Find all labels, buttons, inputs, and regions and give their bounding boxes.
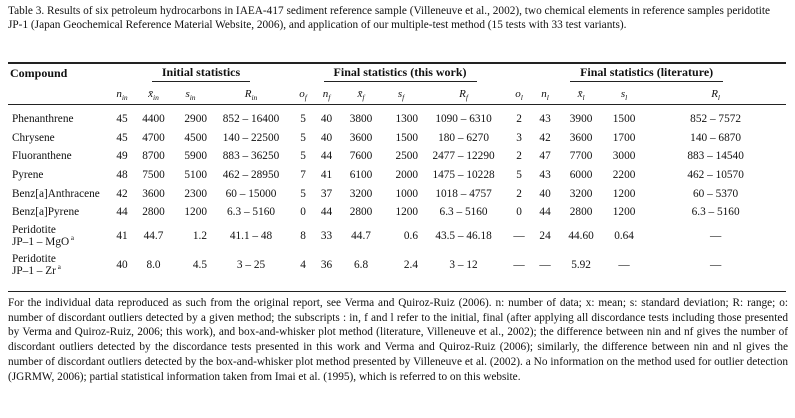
subheader-symbol: o bbox=[299, 88, 305, 100]
table-cell: 37 bbox=[320, 187, 333, 200]
notes-text: For the individual data reproduced as such from the original report, see Verma and Quiroz-Ruiz (2006). n: number of data; x: mean; s: standard deviation; R: range; o: number of discordant outliers detected by a given method; the subscripts : in, f and l refer to the initial, final (after applying all discordance tests including those presented by Verma and Quiroz-Ruiz, 2006; this work), and box-and-whisker plot method (literature, Villeneuve et al., 2002); the difference between nin and nf gives the number of discordant outliers detected by the discordance tests presented in this work and Verma and Quiroz-Ruiz (2006); similarly, the difference between nin and nl gives the number of discordant outliers detected by the box-and-whisker plot method presented by Villeneuve et al. (2002). a No information on the method used for outlier detection (JGRMW, 2006); partial statistical information taken from Imai et al. (1995), which is referred to on this website. bbox=[8, 297, 788, 383]
table-cell: 0 bbox=[516, 206, 522, 219]
subheader-symbol: n bbox=[322, 88, 329, 100]
table-cell: 462 – 10570 bbox=[687, 169, 744, 182]
table-cell: 47 bbox=[539, 150, 551, 163]
subheader-subscript: f bbox=[402, 93, 405, 103]
table-row bbox=[8, 203, 786, 222]
table-row bbox=[8, 105, 786, 129]
table-cell: 6000 bbox=[569, 169, 593, 182]
table-cell: 5100 bbox=[184, 169, 207, 182]
subheader-subscript: f bbox=[328, 93, 331, 103]
table-cell: 0.64 bbox=[614, 230, 634, 243]
subheader-symbol: R bbox=[711, 88, 718, 100]
table-cell: 2800 bbox=[569, 206, 593, 219]
table-cell: 8700 bbox=[142, 150, 165, 163]
subheader-subscript: l bbox=[546, 93, 549, 103]
table-cell: 24 bbox=[539, 230, 551, 243]
table-cell: 5 bbox=[300, 113, 306, 126]
compound-name bbox=[8, 251, 109, 280]
table-cell: 60 – 15000 bbox=[225, 187, 277, 200]
subheader-n-f-5 bbox=[313, 83, 340, 105]
table-cell: 44 bbox=[320, 206, 333, 219]
table-cell: — bbox=[513, 259, 525, 272]
table-cell: 60 – 5370 bbox=[693, 187, 739, 200]
subheader-symbol: x̄ bbox=[357, 88, 363, 100]
table-cell: 5 bbox=[300, 187, 306, 200]
table-cell: 1200 bbox=[612, 206, 636, 219]
table-cell: 44.7 bbox=[351, 230, 371, 243]
table-cell: 4.5 bbox=[192, 259, 207, 272]
subheader-subscript: in bbox=[153, 93, 159, 103]
table-cell: 5 bbox=[300, 131, 306, 144]
compound-name: Phenanthrene bbox=[12, 113, 74, 126]
subheader-n-in-0 bbox=[109, 83, 135, 105]
table-cell: 7700 bbox=[569, 150, 593, 163]
table-cell: 3600 bbox=[569, 131, 593, 144]
table-cell: 45 bbox=[116, 131, 128, 144]
table-cell: — bbox=[709, 259, 722, 272]
table-cell: 42 bbox=[116, 187, 128, 200]
table-cell: 1018 – 4757 bbox=[435, 187, 492, 200]
table-cell: 2 bbox=[516, 113, 522, 126]
table-row bbox=[8, 147, 786, 166]
table-row bbox=[8, 222, 786, 251]
table-row bbox=[8, 251, 786, 280]
subheader-subscript: f bbox=[465, 93, 468, 103]
subheader-subscript: l bbox=[717, 93, 721, 103]
table-cell: 1475 – 10228 bbox=[432, 169, 495, 182]
subheader-symbol: n bbox=[541, 88, 547, 100]
table-cell: 852 – 7572 bbox=[690, 113, 742, 126]
table-cell: 6.8 bbox=[353, 259, 369, 272]
subheader-symbol: n bbox=[116, 88, 122, 100]
table-cell: 1200 bbox=[612, 187, 636, 200]
table-cell: 1500 bbox=[395, 131, 419, 144]
subheader-s-l-12 bbox=[603, 83, 645, 105]
table-cell: 2.4 bbox=[403, 259, 419, 272]
compound-name bbox=[8, 222, 109, 251]
subheader-s-in-2 bbox=[172, 83, 209, 105]
table-cell: 44 bbox=[116, 206, 128, 219]
subheader-o-f-4 bbox=[293, 83, 313, 105]
table-cell: 3600 bbox=[349, 131, 373, 144]
table-cell: 3000 bbox=[612, 150, 636, 163]
subheader-subscript: l bbox=[520, 93, 523, 103]
table-cell: 2800 bbox=[142, 206, 165, 219]
table-cell: 3200 bbox=[349, 187, 373, 200]
table-cell: 883 – 14540 bbox=[687, 150, 744, 163]
subheader-subscript: l bbox=[625, 93, 628, 103]
subheader-xx-f-6 bbox=[340, 83, 382, 105]
table-cell: 1300 bbox=[395, 113, 419, 126]
subheader-xx-l-11 bbox=[559, 83, 603, 105]
subheader-row bbox=[8, 83, 786, 105]
subheader-symbol: R bbox=[244, 88, 252, 100]
compound-name: Fluoranthene bbox=[12, 150, 72, 163]
table-cell: 1200 bbox=[184, 206, 207, 219]
table-cell: 8 bbox=[300, 230, 306, 243]
header-rule bbox=[8, 104, 786, 105]
table-caption: Table 3. Results of six petroleum hydrocarbons in IAEA-417 sediment reference sample (Villeneuve et al., 2002), two chemical elements in reference samples peridotite JP-1 (Japan Geochemical Reference Material Website, 2006), and application of our multiple-test method (15 tests with 33 test variants). bbox=[8, 5, 771, 31]
table-cell: 3800 bbox=[349, 113, 373, 126]
footnote-mark: a bbox=[69, 234, 74, 243]
table-cell: 1.2 bbox=[192, 230, 207, 243]
compound-name: Chrysene bbox=[12, 131, 55, 144]
bottom-rule bbox=[8, 291, 786, 292]
table-cell: 40 bbox=[320, 113, 333, 126]
table-cell: 883 – 36250 bbox=[222, 150, 280, 163]
table-cell: 48 bbox=[116, 169, 128, 182]
table-row bbox=[8, 184, 786, 203]
table-cell: 44 bbox=[320, 150, 333, 163]
compound-header: Compound bbox=[10, 66, 68, 80]
table-cell: 1000 bbox=[395, 187, 419, 200]
table-cell: — bbox=[709, 230, 722, 243]
table-cell: 140 – 6870 bbox=[690, 131, 742, 144]
table-cell: 8.0 bbox=[146, 259, 161, 272]
table-cell: 4700 bbox=[142, 131, 165, 144]
table-cell: 0.6 bbox=[403, 230, 419, 243]
subheader-symbol: s bbox=[397, 88, 403, 100]
final-work-header: Final statistics (this work) bbox=[324, 65, 477, 82]
table-cell: 36 bbox=[320, 259, 333, 272]
table-cell: 2 bbox=[516, 187, 522, 200]
sample-name-line1: Peridotite bbox=[12, 224, 56, 237]
table-cell: — bbox=[539, 259, 551, 272]
table-cell: 43 bbox=[539, 169, 551, 182]
table-cell: 1200 bbox=[395, 206, 419, 219]
subheader-n-l-10 bbox=[531, 83, 559, 105]
table-cell: 1090 – 6310 bbox=[435, 113, 492, 126]
table-cell: 40 bbox=[116, 259, 128, 272]
sample-name-line2: JP–1 – Zr bbox=[12, 265, 56, 278]
table-body bbox=[8, 105, 786, 280]
table-cell: 6.3 – 5160 bbox=[691, 206, 740, 219]
subheader-R-in-3 bbox=[209, 83, 293, 105]
subheader-symbol: R bbox=[459, 88, 466, 100]
table-cell: 44.60 bbox=[568, 230, 594, 243]
table-row bbox=[8, 166, 786, 185]
table-cell: 4400 bbox=[142, 113, 165, 126]
table-cell: 33 bbox=[320, 230, 333, 243]
table-cell: 2500 bbox=[395, 150, 419, 163]
subheader-subscript: in bbox=[121, 93, 128, 103]
footnote-mark: a bbox=[55, 263, 61, 272]
table-cell: 6.3 – 5160 bbox=[439, 206, 488, 219]
table-cell: 0 bbox=[300, 206, 306, 219]
table-cell: 2477 – 12290 bbox=[432, 150, 495, 163]
table-cell: 6.3 – 5160 bbox=[227, 206, 276, 219]
table-cell: 3600 bbox=[142, 187, 165, 200]
table-cell: 49 bbox=[116, 150, 128, 163]
table-cell: 5 bbox=[516, 169, 522, 182]
sample-name-line1: Peridotite bbox=[12, 253, 56, 266]
initial-statistics-header: Initial statistics bbox=[152, 65, 250, 82]
table-cell: 2900 bbox=[184, 113, 207, 126]
table-cell: 42 bbox=[539, 131, 551, 144]
final-literature-header: Final statistics (literature) bbox=[570, 65, 723, 82]
results-table bbox=[8, 64, 786, 280]
subheader-xx-in-1 bbox=[135, 83, 172, 105]
table-cell: 44.7 bbox=[143, 230, 164, 243]
table-cell: 3 – 12 bbox=[449, 259, 478, 272]
table-cell: 40 bbox=[539, 187, 551, 200]
table-cell: 1500 bbox=[612, 113, 636, 126]
table-cell: 7600 bbox=[349, 150, 373, 163]
subheader-symbol: s bbox=[185, 88, 190, 100]
subheader-subscript: l bbox=[582, 93, 585, 103]
table-cell: 462 – 28950 bbox=[222, 169, 280, 182]
subheader-o-l-9 bbox=[507, 83, 531, 105]
table-cell: 180 – 6270 bbox=[438, 131, 489, 144]
subheader-R-f-8 bbox=[420, 83, 507, 105]
subheader-symbol: s bbox=[620, 88, 626, 100]
table-cell: 45 bbox=[116, 113, 128, 126]
table-cell: 2800 bbox=[349, 206, 373, 219]
subheader-subscript: f bbox=[362, 93, 365, 103]
table-cell: 3 bbox=[516, 131, 522, 144]
group-header-row bbox=[8, 64, 786, 83]
table-cell: 4 bbox=[300, 259, 306, 272]
table-cell: 3200 bbox=[569, 187, 593, 200]
table-cell: 140 – 22500 bbox=[222, 131, 280, 144]
table-cell: 7 bbox=[300, 169, 306, 182]
subheader-subscript: in bbox=[189, 93, 196, 103]
compound-name: Benz[a]Anthracene bbox=[12, 187, 100, 200]
subheader-symbol: x̄ bbox=[148, 88, 154, 100]
table-cell: 5900 bbox=[184, 150, 207, 163]
table-cell: 41 bbox=[116, 230, 128, 243]
compound-name: Pyrene bbox=[12, 169, 44, 182]
table-cell: 43.5 – 46.18 bbox=[435, 230, 492, 243]
sample-name-line2: JP–1 – MgO bbox=[12, 236, 70, 249]
table-cell: 41.1 – 48 bbox=[229, 230, 273, 243]
table-cell: 3900 bbox=[569, 113, 593, 126]
subheader-symbol: o bbox=[515, 88, 521, 100]
table-cell: — bbox=[618, 259, 630, 272]
table-cell: 5.92 bbox=[571, 259, 591, 272]
subheader-R-l-13 bbox=[645, 83, 786, 105]
table-cell: 7500 bbox=[142, 169, 165, 182]
subheader-subscript: in bbox=[251, 93, 258, 103]
table-cell: 2 bbox=[516, 150, 522, 163]
compound-name: Benz[a]Pyrene bbox=[12, 206, 80, 219]
subheader-subscript: f bbox=[304, 93, 307, 103]
table-cell: 2000 bbox=[395, 169, 419, 182]
table-cell: 44 bbox=[539, 206, 551, 219]
subheader-symbol: x̄ bbox=[577, 88, 583, 100]
table-cell: 2300 bbox=[184, 187, 207, 200]
table-cell: 3 – 25 bbox=[236, 259, 266, 272]
table-cell: 2200 bbox=[612, 169, 636, 182]
table-cell: 852 – 16400 bbox=[222, 113, 280, 126]
table-cell: 4500 bbox=[184, 131, 207, 144]
table-cell: 1700 bbox=[612, 131, 636, 144]
table-cell: 5 bbox=[300, 150, 306, 163]
table-cell: 43 bbox=[539, 113, 551, 126]
table-row bbox=[8, 129, 786, 148]
table-cell: 41 bbox=[320, 169, 333, 182]
table-cell: 6100 bbox=[349, 169, 373, 182]
table-cell: 40 bbox=[320, 131, 333, 144]
subheader-s-f-7 bbox=[382, 83, 420, 105]
table-cell: — bbox=[513, 230, 525, 243]
table-notes bbox=[8, 296, 788, 384]
